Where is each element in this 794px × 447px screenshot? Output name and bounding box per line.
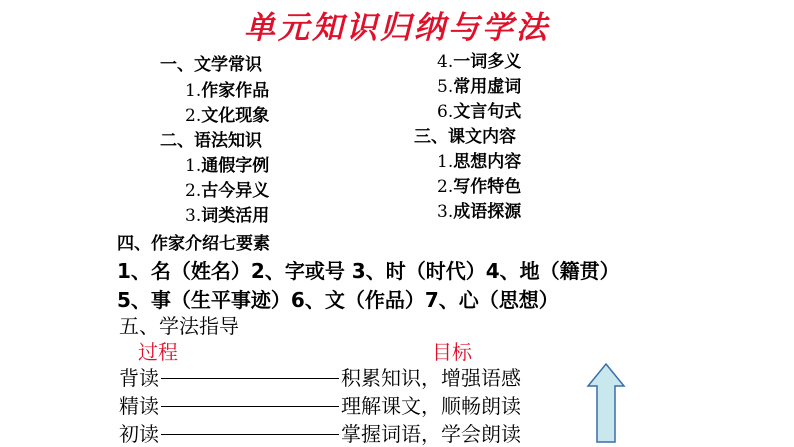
list-item: 2.古今异义 bbox=[185, 181, 270, 201]
list-item: 4.一词多义 bbox=[437, 52, 522, 72]
heading-literary-knowledge: 一、文学常识 bbox=[160, 55, 262, 75]
connector-line bbox=[161, 378, 339, 379]
goal-cell: 理解课文，顺畅朗读 bbox=[341, 394, 521, 418]
list-item: 2.写作特色 bbox=[437, 177, 522, 197]
author-elements-line-1: 1、名（姓名）2、字或号 3、时（时代）4、地（籍贯） bbox=[117, 259, 620, 283]
connector-line bbox=[161, 434, 339, 435]
list-item: 2.文化现象 bbox=[185, 106, 270, 126]
table-row bbox=[119, 390, 521, 419]
heading-text-content: 三、课文内容 bbox=[414, 127, 516, 147]
list-item: 1.通假字例 bbox=[185, 156, 270, 176]
process-cell: 初读 bbox=[119, 422, 159, 446]
author-elements-line-2: 5、事（生平事迹）6、文（作品）7、心（思想） bbox=[117, 288, 559, 312]
connector-line bbox=[161, 406, 339, 407]
list-item: 3.词类活用 bbox=[185, 206, 270, 226]
list-item: 6.文言句式 bbox=[437, 102, 522, 122]
list-item: 5.常用虚词 bbox=[437, 77, 522, 97]
table-row bbox=[119, 418, 521, 447]
heading-study-method: 五、学法指导 bbox=[119, 314, 239, 338]
heading-author-elements: 四、作家介绍七要素 bbox=[117, 234, 270, 254]
process-cell: 精读 bbox=[119, 394, 159, 418]
heading-grammar-knowledge: 二、语法知识 bbox=[160, 131, 262, 151]
page-title: 单元知识归纳与学法 bbox=[244, 10, 550, 46]
process-cell: 背读 bbox=[119, 366, 159, 390]
table-row bbox=[119, 362, 521, 391]
column-header-goal: 目标 bbox=[432, 340, 472, 364]
list-item: 1.思想内容 bbox=[437, 152, 522, 172]
column-header-process: 过程 bbox=[138, 340, 178, 364]
list-item: 3.成语探源 bbox=[437, 202, 522, 222]
goal-cell: 积累知识，增强语感 bbox=[341, 366, 521, 390]
list-item: 1.作家作品 bbox=[185, 81, 270, 101]
goal-cell: 掌握词语，学会朗读 bbox=[341, 422, 521, 446]
up-arrow-icon bbox=[586, 362, 626, 444]
